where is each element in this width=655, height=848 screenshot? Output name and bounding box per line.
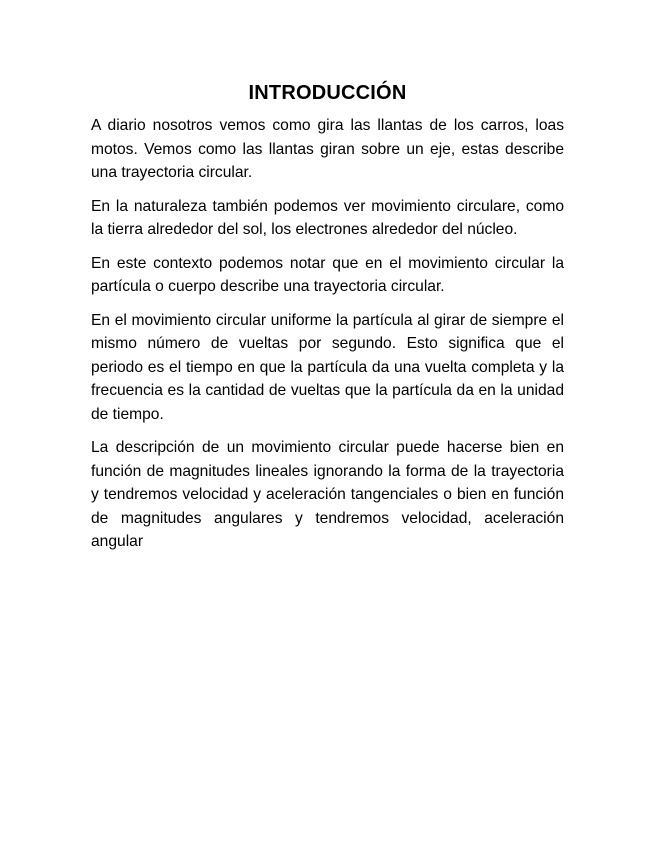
paragraph-3: En este contexto podemos notar que en el movimiento circular la partícula o cuerpo describe una trayectoria circular.	[91, 254, 564, 295]
document-body	[91, 78, 564, 564]
paragraph-1: A diario nosotros vemos como gira las llantas de los carros, loas motos. Vemos como las llantas giran sobre un eje, estas describe una trayectoria circular.	[91, 117, 564, 181]
paragraph-5: La descripción de un movimiento circular puede hacerse bien en función de magnitudes lineales ignorando la forma de la trayectoria y tendremos velocidad y aceleración tangenciales o bien en función de magnitudes angulares y tendremos velocidad, aceleración angular	[91, 439, 564, 550]
paragraph-4: En el movimiento circular uniforme la partícula al girar de siempre el mismo número de vueltas por segundo. Esto significa que el periodo es el tiempo en que la partícula da una vuelta completa y la frecuencia es la cantidad de vueltas que la partícula da en la unidad de tiempo.	[91, 311, 564, 423]
document-title: INTRODUCCIÓN	[248, 82, 407, 104]
paragraph-2: En la naturaleza también podemos ver movimiento circulare, como la tierra alrededor del sol, los electrones alrededor del núcleo.	[91, 197, 564, 238]
